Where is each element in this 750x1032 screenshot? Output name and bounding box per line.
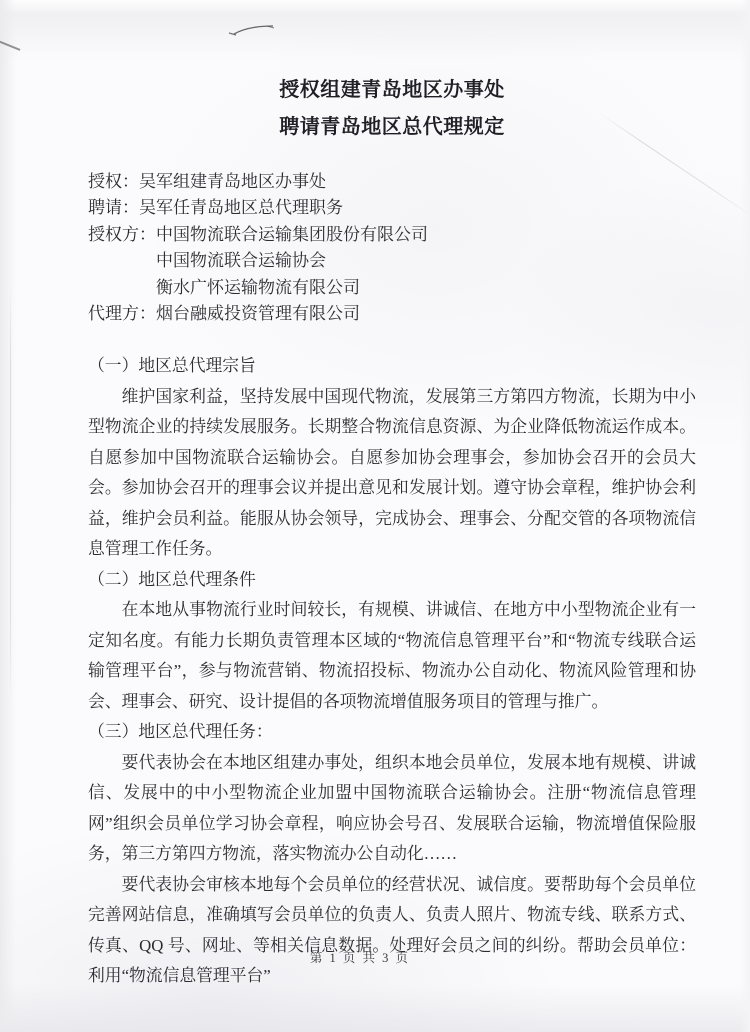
- section-3-heading: （三）地区总代理任务：: [88, 722, 273, 742]
- document-title: [88, 72, 696, 146]
- authorization-block: [88, 169, 696, 327]
- section-3-paragraph-1: 要代表协会在本地区组建办事处，组织本地会员单位，发展本地有规模、讲诚信、发展中的中小型物流企业加盟中国物流联合运输协会。注册“物流信息管理网”组织会员单位学习协会章程，响应协会号召、发展联合运输，物流增值保险服务，第三方第四方物流，落实物流办公自动化……: [88, 752, 696, 864]
- title-line-1: 授权组建青岛地区办事处: [279, 79, 505, 101]
- meta-line-authorize: 授权：吴军组建青岛地区办事处: [88, 172, 326, 191]
- section-1-paragraph: 维护国家利益，坚持发展中国现代物流，发展第三方第四方物流，长期为中小型物流企业的持续发展服务。长期整合物流信息资源、为企业降低物流运作成本。自愿参加中国物流联合运输协会。自愿参加协会理事会，参加协会召开的会员大会。参加协会召开的理事会议并提出意见和发展计划。遵守协会章程，维护协会利益，维护会员利益。能服从协会领导，完成协会、理事会、分配交管的各项物流信息管理工作任务。: [88, 386, 696, 559]
- document-content: [88, 0, 696, 992]
- section-2-heading: （二）地区总代理条件: [88, 569, 256, 589]
- paper-crease-left: [10, 285, 11, 700]
- section-3-paragraph-2: 要代表协会审核本地每个会员单位的经营状况、诚信度。要帮助每个会员单位完善网站信息，准确填写会员单位的负责人、负责人照片、物流专线、联系方式、传真、QQ 号、网址、等相关信息数据。处理好会员之间的纠纷。帮助会员单位：利用“物流信息管理平台”: [88, 874, 696, 986]
- document-body: [88, 351, 696, 992]
- meta-line-appoint: 聘请：吴军任青岛地区总代理职务: [88, 198, 343, 218]
- meta-line-agent: 代理方：烟台融威投资管理有限公司: [88, 304, 360, 324]
- title-line-2: 聘请青岛地区总代理规定: [279, 116, 505, 138]
- meta-line-authorizer-2: 中国物流联合运输协会: [156, 251, 326, 271]
- meta-line-authorizer-1: 授权方：中国物流联合运输集团股份有限公司: [88, 224, 428, 244]
- scan-edge-mark: [0, 40, 21, 51]
- meta-line-authorizer-3: 衡水广怀运输物流有限公司: [156, 277, 360, 297]
- section-1-heading: （一）地区总代理宗旨: [88, 356, 256, 376]
- section-2-paragraph: 在本地从事物流行业时间较长，有规模、讲诚信、在地方中小型物流企业有一定知名度。有能力长期负责管理本区域的“物流信息管理平台”和“物流专线联合运输管理平台”，参与物流营销、物流招投标、物流办公自动化、物流风险管理和协会、理事会、研究、设计提倡的各项物流增值服务项目的管理与推广。: [88, 600, 696, 711]
- page-number: 第 1 页 共 3 页: [309, 951, 411, 965]
